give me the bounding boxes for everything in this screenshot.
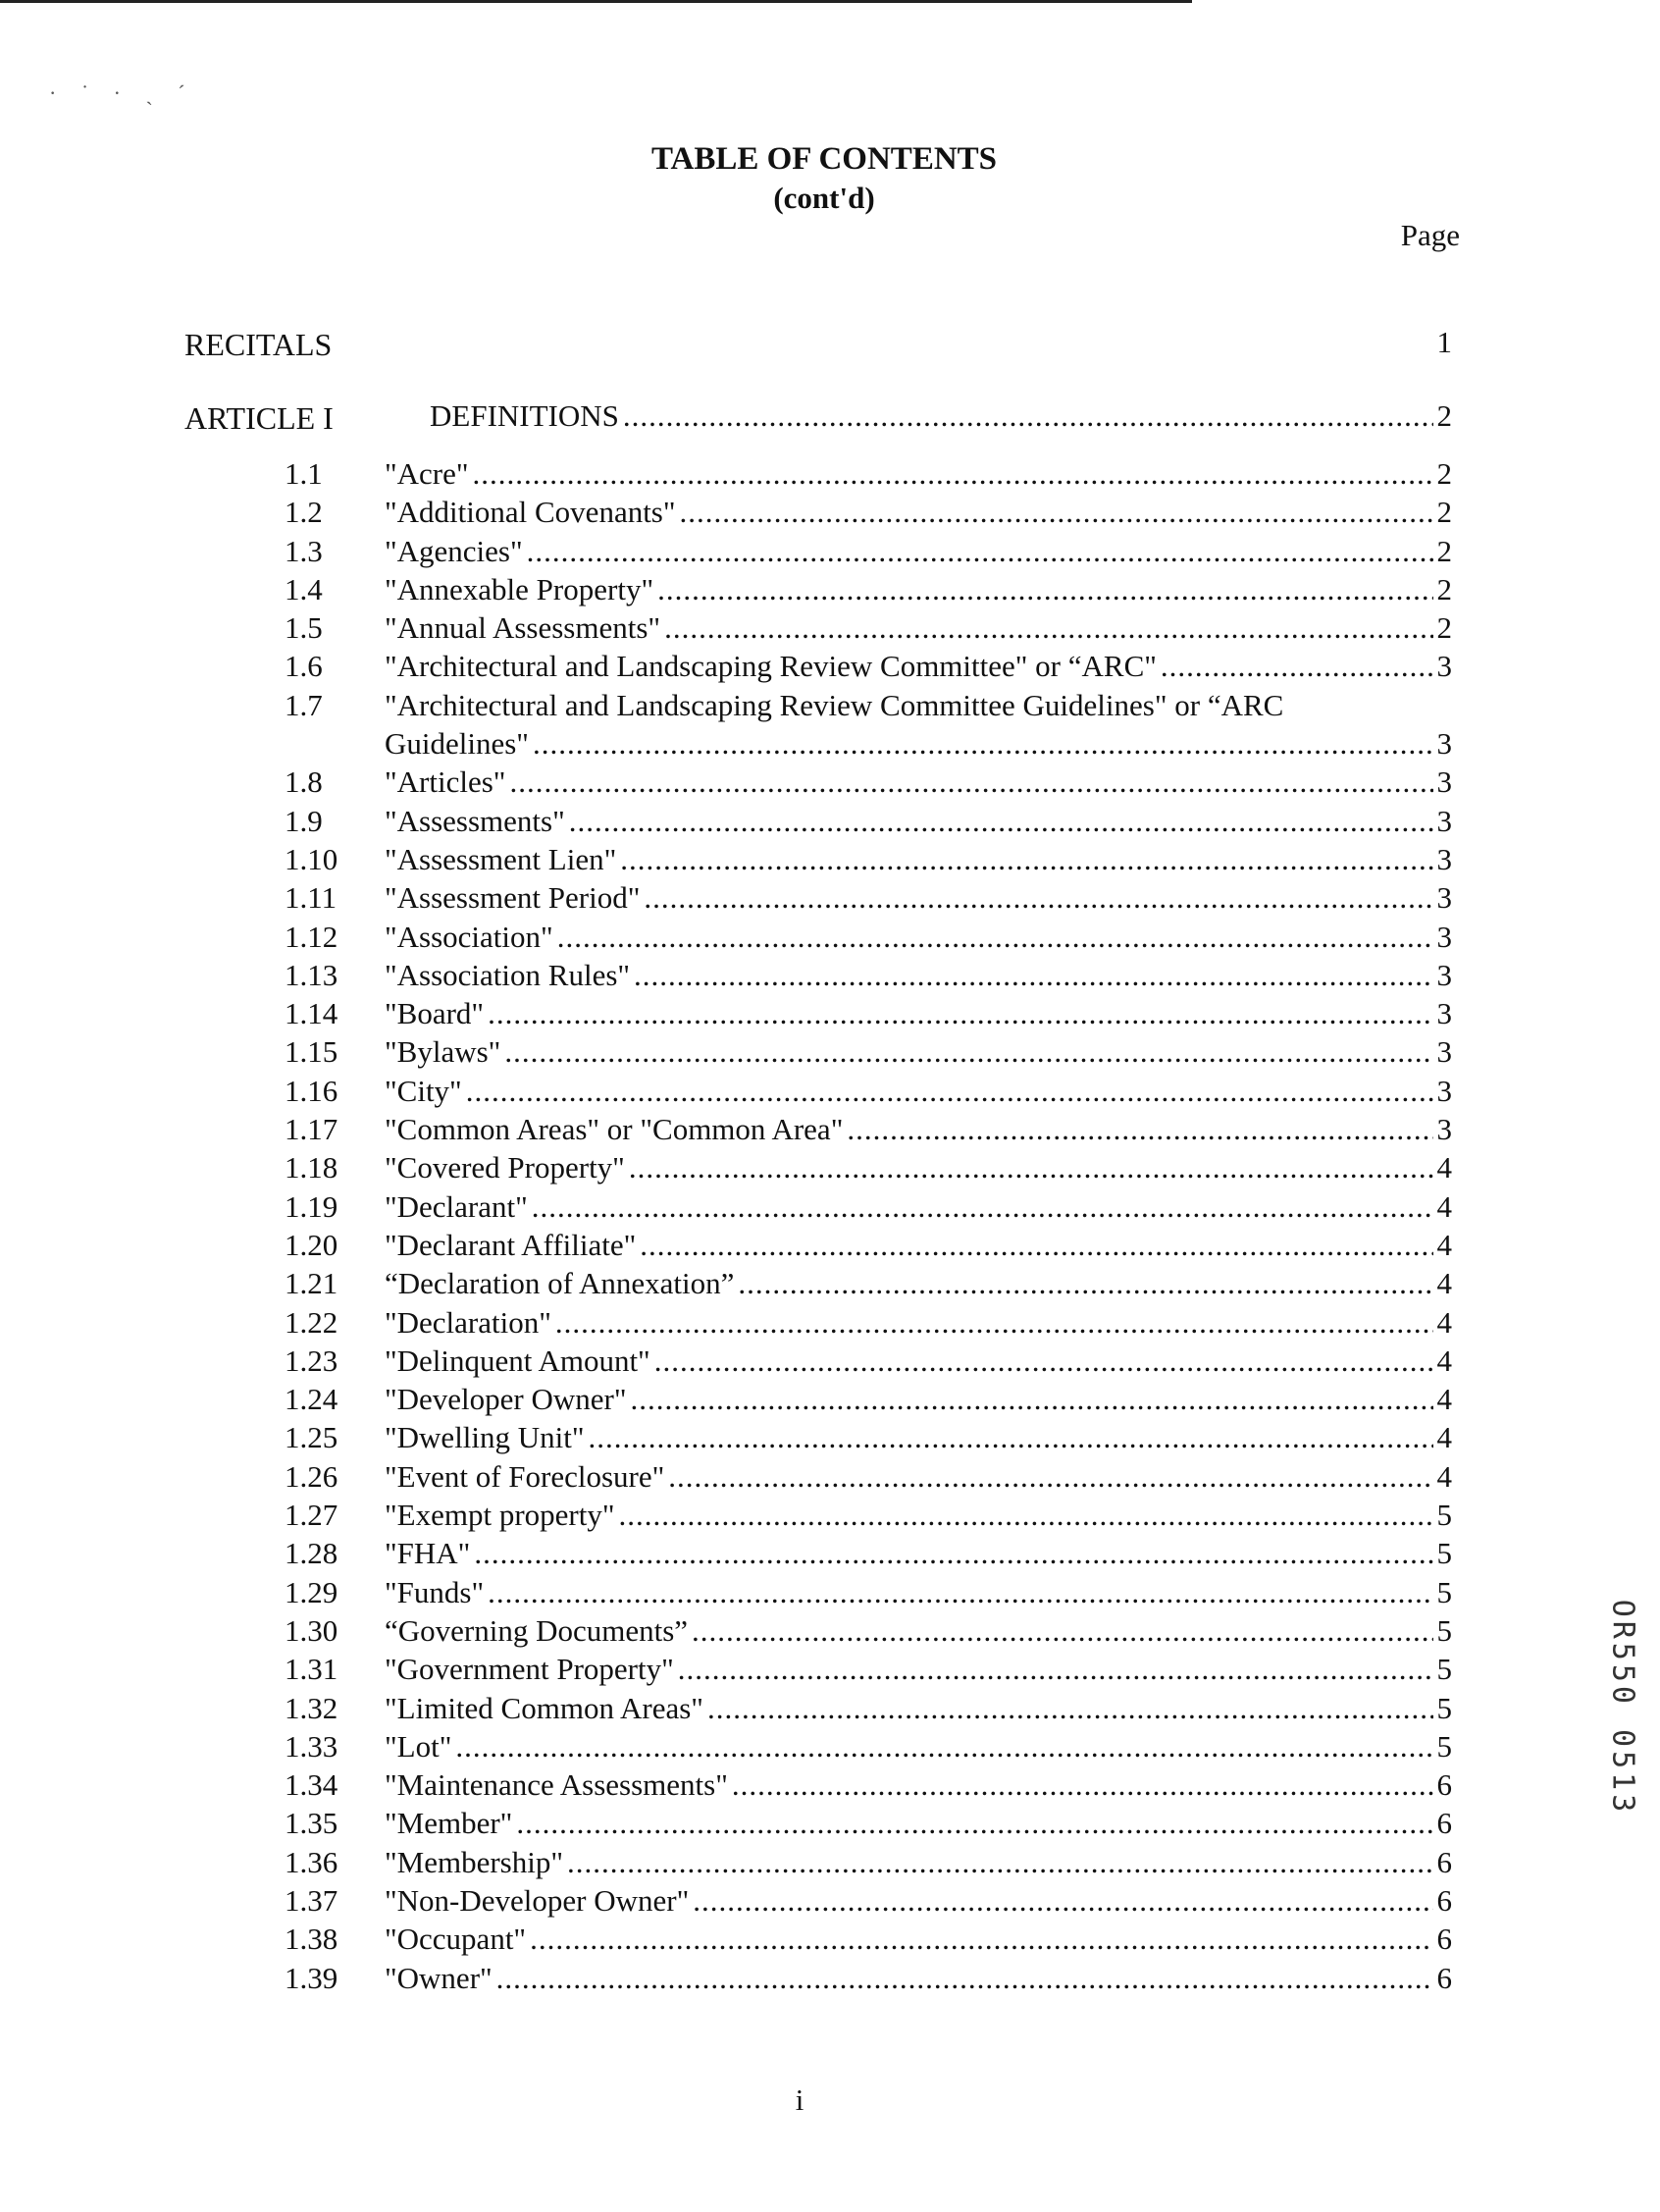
toc-entry-row	[385, 1534, 1452, 1573]
toc-entry-page-number: 3	[1436, 996, 1452, 1031]
toc-entry-page-number: 4	[1436, 1188, 1452, 1224]
toc-entry-row	[385, 1765, 1452, 1805]
toc-entry-number: 1.15	[285, 1034, 338, 1070]
toc-entry	[285, 647, 1462, 685]
toc-entry-page-number: 3	[1436, 1073, 1452, 1108]
page-title: TABLE OF CONTENTS	[650, 141, 998, 177]
toc-entry	[285, 1032, 1462, 1071]
toc-entry-number: 1.9	[285, 803, 323, 838]
toc-entry-row	[385, 532, 1452, 571]
toc-entry-row	[385, 1303, 1452, 1343]
toc-entry-page-number: 4	[1436, 1227, 1452, 1262]
toc-entry-title: "Declarant Affiliate"	[385, 1227, 637, 1262]
toc-entry-title: "Member"	[385, 1806, 513, 1841]
toc-entry-row	[385, 1650, 1452, 1689]
toc-entry	[285, 1959, 1462, 1997]
dot-leader	[473, 454, 1433, 494]
dot-leader	[496, 1959, 1433, 1998]
toc-entry-number: 1.10	[285, 841, 338, 876]
toc-entry	[285, 763, 1462, 801]
toc-entry-row	[385, 1418, 1452, 1457]
toc-entry	[285, 1110, 1462, 1148]
toc-entry-number: 1.4	[285, 571, 323, 606]
toc-entry-page-number: 5	[1436, 1498, 1452, 1533]
article-page-number: 2	[1436, 398, 1452, 433]
article-heading-row	[430, 396, 1452, 436]
toc-entry	[285, 1881, 1462, 1920]
toc-entry	[285, 1496, 1462, 1534]
toc-entry-page-number: 2	[1436, 610, 1452, 646]
toc-entry	[285, 1765, 1462, 1804]
toc-entry	[285, 1187, 1462, 1226]
toc-entry-number: 1.6	[285, 649, 323, 684]
dot-leader	[555, 1303, 1433, 1343]
article-label: ARTICLE I	[184, 400, 334, 436]
toc-entry-title: "Dwelling Unit"	[385, 1420, 585, 1455]
toc-entry-title: "Association"	[385, 919, 553, 954]
toc-entry-title: "Covered Property"	[385, 1150, 625, 1185]
toc-entry	[285, 570, 1462, 608]
toc-entry-title: "Declarant"	[385, 1188, 528, 1224]
toc-entry-row	[385, 1148, 1452, 1187]
toc-entry-number: 1.25	[285, 1420, 338, 1455]
dot-leader	[847, 1110, 1432, 1149]
dot-leader	[557, 918, 1433, 957]
dot-leader	[664, 608, 1432, 648]
toc-entry-number: 1.28	[285, 1536, 338, 1571]
recitals-label: RECITALS	[184, 327, 333, 362]
dot-leader	[680, 493, 1433, 532]
toc-entry-title: "Occupant"	[385, 1922, 527, 1957]
toc-entry-page-number: 5	[1436, 1574, 1452, 1609]
toc-entry-page-number: 5	[1436, 1728, 1452, 1764]
toc-entry	[285, 1418, 1462, 1456]
toc-entry-number: 1.29	[285, 1574, 338, 1609]
toc-entry-title: "Articles"	[385, 764, 506, 800]
dot-leader	[589, 1418, 1433, 1457]
toc-entry-title: "Assessments"	[385, 803, 565, 838]
toc-entry-number: 1.34	[285, 1767, 338, 1803]
dot-leader	[623, 396, 1433, 436]
dot-leader	[504, 1032, 1432, 1072]
dot-leader	[532, 1187, 1433, 1227]
toc-entry	[285, 1342, 1462, 1380]
toc-entry-page-number: 6	[1436, 1960, 1452, 1995]
toc-entry-title: "Delinquent Amount"	[385, 1343, 650, 1378]
toc-entry-row	[385, 1496, 1452, 1535]
toc-entry-page-number: 3	[1436, 919, 1452, 954]
toc-entry-row	[385, 1881, 1452, 1921]
toc-entry	[285, 840, 1462, 878]
toc-entry-number: 1.35	[285, 1806, 338, 1841]
toc-entry-page-number: 5	[1436, 1612, 1452, 1648]
toc-entry	[285, 956, 1462, 994]
dot-leader	[629, 1148, 1433, 1187]
toc-entry-title: "Common Areas" or "Common Area"	[385, 1112, 844, 1147]
recitals-page-number: 1	[1436, 325, 1452, 359]
toc-entry-number: 1.8	[285, 764, 323, 800]
dot-leader	[738, 1264, 1432, 1303]
toc-entry-row	[385, 724, 1452, 764]
toc-entry-page-number: 3	[1436, 725, 1452, 761]
toc-entry-page-number: 6	[1436, 1922, 1452, 1957]
toc-entry	[285, 1804, 1462, 1842]
toc-entry-page-number: 6	[1436, 1844, 1452, 1879]
toc-entry-number: 1.7	[285, 687, 323, 722]
toc-entry-page-number: 2	[1436, 571, 1452, 606]
toc-entry-page-number: 4	[1436, 1382, 1452, 1417]
toc-entry-page-number: 4	[1436, 1420, 1452, 1455]
toc-entry-row	[385, 1727, 1452, 1766]
toc-entry-row	[385, 454, 1452, 494]
scan-specks: · ˙ · ˏ ˊ	[49, 80, 195, 105]
toc-entry-page-number: 6	[1436, 1806, 1452, 1841]
toc-entry-row	[385, 1264, 1452, 1303]
toc-entry-number: 1.20	[285, 1227, 338, 1262]
toc-entry-number: 1.11	[285, 880, 337, 916]
toc-entry-title: "Architectural and Landscaping Review Committee" or “ARC"	[385, 649, 1157, 684]
toc-entry-page-number: 4	[1436, 1150, 1452, 1185]
toc-entry	[285, 1920, 1462, 1958]
dot-leader	[569, 802, 1433, 841]
toc-entry	[285, 608, 1462, 647]
toc-entry-row	[385, 1187, 1452, 1227]
toc-entry-page-number: 3	[1436, 1034, 1452, 1070]
toc-entry-list	[285, 454, 1462, 1997]
toc-entry-number: 1.12	[285, 919, 338, 954]
toc-entry-row	[385, 1843, 1452, 1882]
toc-entry-row	[385, 763, 1452, 802]
toc-entry-page-number: 3	[1436, 764, 1452, 800]
toc-entry-title: "Annexable Property"	[385, 571, 654, 606]
toc-entry-page-number: 3	[1436, 957, 1452, 992]
toc-entry-row	[385, 1342, 1452, 1381]
toc-entry-title: "Additional Covenants"	[385, 495, 676, 530]
toc-entry-page-number: 6	[1436, 1882, 1452, 1918]
toc-entry-row	[385, 802, 1452, 841]
toc-entry	[285, 1689, 1462, 1727]
side-stamp-text: OR550 0513	[1605, 1599, 1640, 1817]
toc-entry-row	[385, 994, 1452, 1033]
toc-entry-row	[385, 956, 1452, 995]
toc-entry-title-line1: "Architectural and Landscaping Review Committee Guidelines" or “ARC	[385, 687, 1284, 722]
toc-entry-number: 1.30	[285, 1612, 338, 1648]
toc-entry-page-number: 4	[1436, 1458, 1452, 1494]
toc-entry-number: 1.16	[285, 1073, 338, 1108]
toc-entry-title: "Limited Common Areas"	[385, 1690, 703, 1725]
toc-entry-number: 1.27	[285, 1498, 338, 1533]
toc-entry-number: 1.39	[285, 1960, 338, 1995]
toc-entry	[285, 1148, 1462, 1186]
toc-entry	[285, 1380, 1462, 1418]
toc-entry-title: "Board"	[385, 996, 485, 1031]
dot-leader	[620, 840, 1432, 879]
toc-entry	[285, 1072, 1462, 1110]
toc-entry-row	[385, 840, 1452, 879]
page-column-header: Page	[1400, 218, 1460, 252]
dot-leader	[619, 1496, 1433, 1535]
dot-leader	[692, 1611, 1432, 1651]
toc-entry-number: 1.37	[285, 1882, 338, 1918]
dot-leader	[466, 1072, 1433, 1111]
toc-entry-number: 1.14	[285, 996, 338, 1031]
toc-entry	[285, 1226, 1462, 1264]
toc-entry-page-number: 3	[1436, 880, 1452, 916]
footer-page-number: i	[795, 2082, 804, 2117]
toc-entry	[285, 1843, 1462, 1881]
dot-leader	[488, 994, 1432, 1033]
toc-entry-title: "Exempt property"	[385, 1498, 615, 1533]
toc-entry-title: "Funds"	[385, 1574, 485, 1609]
toc-entry	[285, 532, 1462, 570]
toc-entry-number: 1.38	[285, 1922, 338, 1957]
toc-entry-title: "Event of Foreclosure"	[385, 1458, 665, 1494]
toc-entry-number: 1.36	[285, 1844, 338, 1879]
toc-entry-row	[385, 1110, 1452, 1149]
dot-leader	[488, 1573, 1432, 1612]
toc-entry-row	[385, 1689, 1452, 1728]
page-subtitle: (cont'd)	[773, 181, 875, 215]
toc-entry-title: "Agencies"	[385, 533, 523, 568]
toc-entry-title: “Governing Documents”	[385, 1612, 689, 1648]
dot-leader	[631, 1380, 1433, 1419]
toc-entry-title: "Owner"	[385, 1960, 493, 1995]
toc-entry-page-number: 5	[1436, 1536, 1452, 1571]
dot-leader	[474, 1534, 1432, 1573]
toc-entry-number: 1.2	[285, 495, 323, 530]
dot-leader	[533, 724, 1433, 764]
toc-entry-row	[385, 1959, 1452, 1998]
dot-leader	[657, 570, 1432, 609]
toc-entry	[285, 1457, 1462, 1496]
toc-entry	[285, 493, 1462, 531]
toc-entry-title: “Declaration of Annexation”	[385, 1266, 735, 1301]
toc-entry-row	[385, 878, 1452, 918]
toc-entry	[285, 1264, 1462, 1302]
toc-entry-row	[385, 1032, 1452, 1072]
toc-entry-page-number: 3	[1436, 803, 1452, 838]
toc-entry-number: 1.26	[285, 1458, 338, 1494]
toc-entry-title: "Acre"	[385, 456, 469, 491]
toc-entry-row	[385, 1380, 1452, 1419]
toc-entry-page-number: 6	[1436, 1767, 1452, 1803]
dot-leader	[644, 878, 1432, 918]
toc-entry-row	[385, 493, 1452, 532]
toc-entry-row	[385, 570, 1452, 609]
toc-entry-title: "Government Property"	[385, 1652, 674, 1687]
toc-entry-title: "Assessment Lien"	[385, 841, 617, 876]
toc-entry-number: 1.22	[285, 1304, 338, 1340]
dot-leader	[668, 1457, 1432, 1497]
toc-entry-title: "Declaration"	[385, 1304, 551, 1340]
toc-entry	[285, 1727, 1462, 1765]
toc-entry-title: "Bylaws"	[385, 1034, 501, 1070]
dot-leader	[455, 1727, 1432, 1766]
toc-entry-number: 1.5	[285, 610, 323, 646]
toc-entry-title: "Annual Assessments"	[385, 610, 661, 646]
toc-entry-row	[385, 918, 1452, 957]
toc-entry-page-number: 3	[1436, 1112, 1452, 1147]
toc-entry-title: "Assessment Period"	[385, 880, 641, 916]
toc-entry-title: "Association Rules"	[385, 957, 631, 992]
toc-entry-page-number: 4	[1436, 1266, 1452, 1301]
dot-leader	[509, 763, 1432, 802]
toc-entry	[285, 1573, 1462, 1611]
toc-entry-title: "Membership"	[385, 1844, 564, 1879]
dot-leader	[527, 532, 1433, 571]
toc-entry-page-number: 3	[1436, 841, 1452, 876]
toc-entry-title: "City"	[385, 1073, 462, 1108]
toc-entry-title: "FHA"	[385, 1536, 471, 1571]
toc-entry	[285, 994, 1462, 1032]
toc-entry-number: 1.21	[285, 1266, 338, 1301]
dot-leader	[707, 1689, 1433, 1728]
toc-entry-row	[385, 1072, 1452, 1111]
toc-entry-row	[385, 647, 1452, 686]
toc-entry-number: 1.33	[285, 1728, 338, 1764]
toc-entry-number: 1.31	[285, 1652, 338, 1687]
side-recording-stamp	[1603, 1570, 1642, 1845]
toc-entry-number: 1.32	[285, 1690, 338, 1725]
toc-entry-row	[385, 1611, 1452, 1651]
toc-entry	[285, 802, 1462, 840]
toc-entry-row	[385, 1226, 1452, 1265]
toc-entry-page-number: 5	[1436, 1690, 1452, 1725]
toc-entry-number: 1.13	[285, 957, 338, 992]
dot-leader	[567, 1843, 1432, 1882]
toc-entry-page-number: 2	[1436, 456, 1452, 491]
toc-entry-number: 1.18	[285, 1150, 338, 1185]
dot-leader	[693, 1881, 1432, 1921]
toc-entry	[285, 686, 1462, 764]
toc-entry-page-number: 2	[1436, 495, 1452, 530]
toc-entry-number: 1.24	[285, 1382, 338, 1417]
toc-entry-title: "Non-Developer Owner"	[385, 1882, 690, 1918]
toc-entry-title: "Lot"	[385, 1728, 452, 1764]
dot-leader	[1161, 647, 1433, 686]
toc-entry	[285, 918, 1462, 956]
toc-entry	[285, 1303, 1462, 1342]
toc-entry	[285, 454, 1462, 493]
toc-entry	[285, 878, 1462, 917]
dot-leader	[654, 1342, 1433, 1381]
toc-entry-number: 1.17	[285, 1112, 338, 1147]
toc-entry-title: Guidelines"	[385, 725, 529, 761]
dot-leader	[640, 1226, 1432, 1265]
dot-leader	[530, 1920, 1432, 1959]
toc-entry-row	[385, 1804, 1452, 1843]
dot-leader	[678, 1650, 1433, 1689]
toc-entry	[285, 1534, 1462, 1572]
toc-entry-page-number: 2	[1436, 533, 1452, 568]
toc-entry-title: "Developer Owner"	[385, 1382, 627, 1417]
dot-leader	[634, 956, 1432, 995]
top-edge-rule	[0, 0, 1192, 3]
dot-leader	[516, 1804, 1432, 1843]
toc-entry-row	[385, 1920, 1452, 1959]
toc-entry-page-number: 3	[1436, 649, 1452, 684]
article-title: DEFINITIONS	[430, 398, 619, 433]
toc-entry-row	[385, 1573, 1452, 1612]
toc-entry	[285, 1650, 1462, 1688]
toc-entry-page-number: 4	[1436, 1304, 1452, 1340]
toc-entry-row	[385, 608, 1452, 648]
toc-entry-number: 1.3	[285, 533, 323, 568]
toc-entry-number: 1.19	[285, 1188, 338, 1224]
dot-leader	[732, 1765, 1433, 1805]
toc-entry-row	[385, 1457, 1452, 1497]
toc-entry-number: 1.1	[285, 456, 323, 491]
toc-entry	[285, 1611, 1462, 1650]
toc-entry-number: 1.23	[285, 1343, 338, 1378]
toc-entry-page-number: 5	[1436, 1652, 1452, 1687]
toc-entry-page-number: 4	[1436, 1343, 1452, 1378]
toc-entry-title: "Maintenance Assessments"	[385, 1767, 728, 1803]
